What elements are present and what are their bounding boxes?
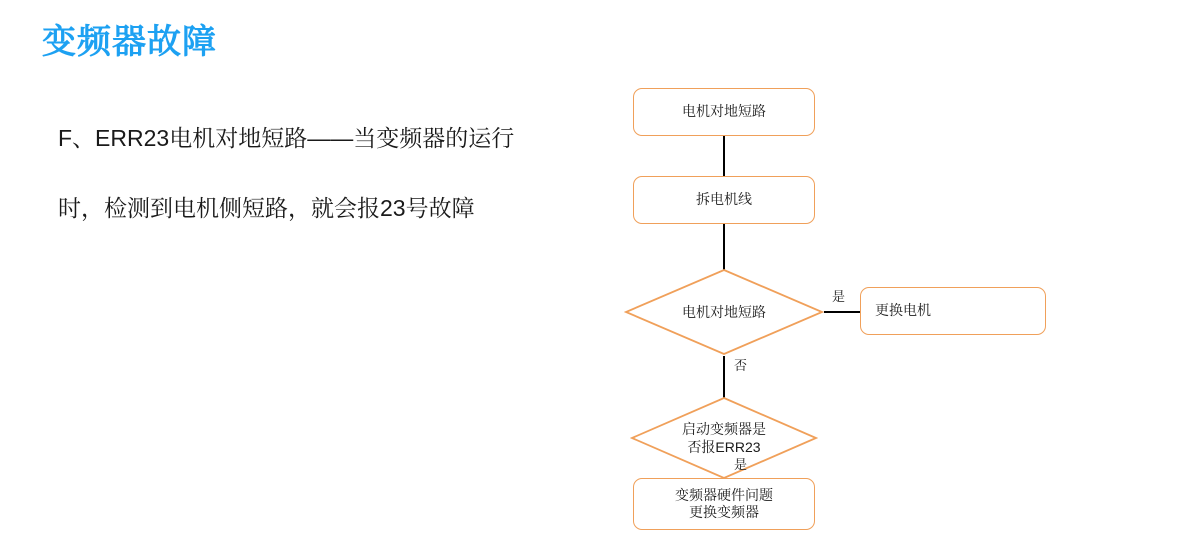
flow-node-decision-motor-ground-short [624, 268, 824, 356]
flowchart [600, 70, 1200, 550]
flow-node-motor-ground-short: 电机对地短路 [633, 88, 815, 136]
flow-node-inverter-hardware-issue [633, 478, 815, 530]
node-line-2: 更换变频器 [689, 504, 759, 520]
decision-line-2: 否报ERR23 [687, 439, 761, 455]
flow-arrow-2 [723, 224, 725, 272]
flow-edge-label-yes-replace-motor: 是 [832, 289, 846, 304]
node-line-1: 变频器硬件问题 [675, 486, 773, 503]
body-paragraph-2: 时，检测到电机侧短路，就会报23号故障 [58, 195, 475, 221]
page-title: 变频器故障 [42, 23, 217, 61]
flow-node-decision-label: 电机对地短路 [682, 303, 766, 320]
flow-arrow-4-no [723, 356, 725, 400]
body-paragraph-1: F、ERR23电机对地短路——当变频器的运行 [58, 125, 515, 151]
flow-node-detach-motor-wire: 拆电机线 [633, 176, 815, 224]
flow-edge-label-yes-hardware: 是 [734, 457, 748, 472]
flow-arrow-1 [723, 136, 725, 181]
flow-edge-label-no: 否 [734, 358, 748, 373]
flow-node-replace-motor: 更换电机 [860, 287, 1046, 335]
decision-line-1: 启动变频器是 [682, 420, 766, 437]
flow-node-decision-start-inverter [630, 396, 818, 480]
body-text [58, 103, 598, 243]
flow-node-decision-start-inverter-label [630, 396, 818, 480]
